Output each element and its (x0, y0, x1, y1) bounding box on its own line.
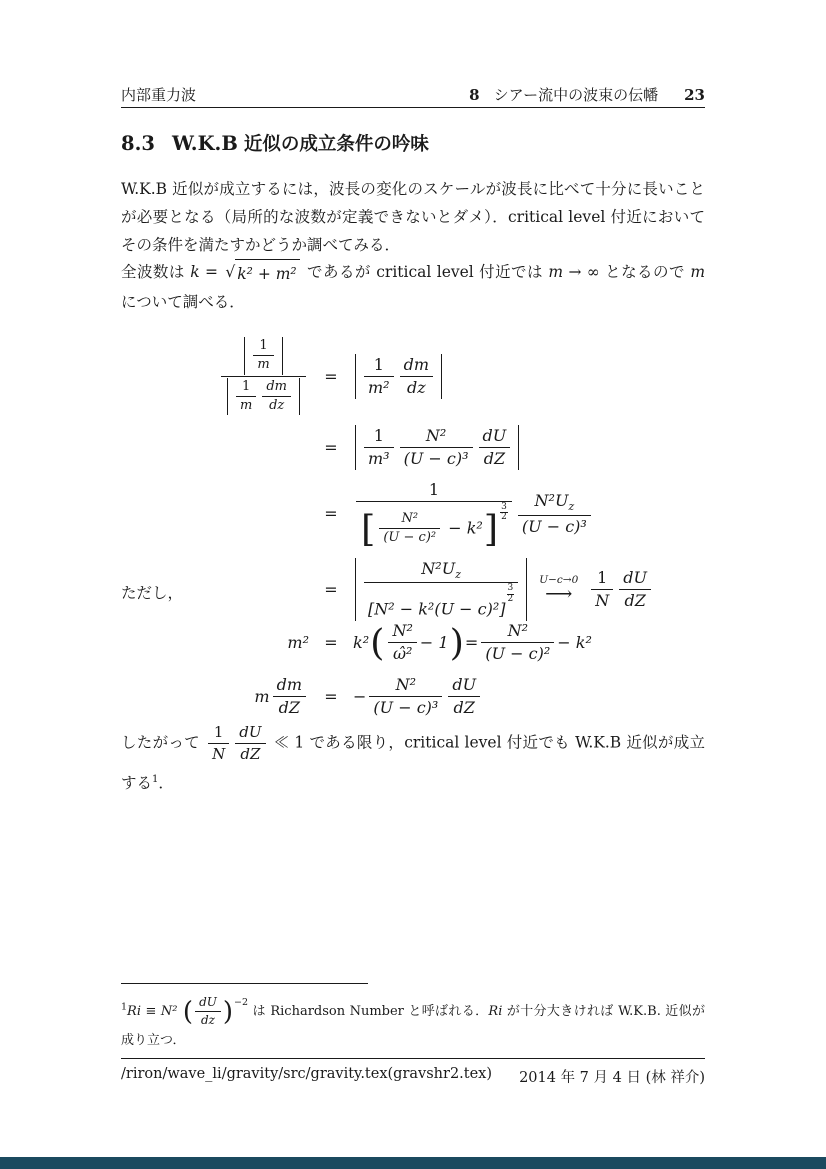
token: dZ (479, 447, 511, 470)
token: dz (262, 396, 291, 415)
page-footer (121, 1066, 705, 1087)
token: 2 (507, 593, 514, 604)
eq1-line-3 (121, 479, 705, 549)
token: dU (452, 675, 477, 694)
p2-text-4: について調べる． (121, 292, 245, 311)
token: − k² (557, 633, 592, 652)
token: dz (400, 376, 433, 399)
eq1-line-4 (121, 558, 705, 621)
token: − 1 (419, 633, 449, 652)
token: N (208, 743, 229, 765)
token: dU (199, 995, 217, 1009)
section-title-jp: 近似の成立条件の吟味 (243, 134, 429, 155)
equation-block-1 (121, 336, 705, 630)
limit-arrow (539, 575, 578, 604)
abs-group (355, 558, 527, 621)
token: dm (266, 378, 287, 394)
p2-limit: m → ∞ (548, 263, 600, 281)
token: N (591, 589, 613, 612)
footer-rule (121, 1058, 705, 1059)
sqrt-expression (225, 259, 299, 288)
eq1-line-2 (121, 425, 705, 470)
second-fraction (518, 490, 591, 538)
footnote-marker-ref: 1 (152, 773, 159, 785)
arrow-glyph: ⟶ (545, 582, 573, 605)
token: dz (195, 1011, 221, 1029)
main-fraction (356, 479, 512, 549)
radical-sign: √ (225, 262, 236, 281)
token: 1 (373, 354, 384, 374)
equals-sign: = (324, 366, 338, 386)
footnote-text-1: は Richardson Number と呼ばれる． (248, 1004, 489, 1019)
token: 1 (213, 723, 224, 741)
token: m³ (364, 447, 394, 470)
equals-sign: = (464, 633, 479, 652)
subscript-z: z (568, 500, 575, 514)
header-page-number: 23 (684, 86, 705, 104)
radicand: k² + m² (235, 259, 299, 288)
header-right (469, 84, 705, 105)
token: dZ (448, 696, 480, 719)
token: N²U (421, 558, 456, 578)
p2-var-k: k (190, 263, 200, 281)
token: N² (507, 621, 528, 640)
bottom-bar (0, 1157, 826, 1169)
token: N² (401, 511, 419, 527)
token: 2 (501, 512, 507, 523)
token: (U − c)³ (518, 515, 591, 538)
eq1-rhs-2 (353, 425, 521, 470)
token: Ri (488, 1004, 503, 1019)
paragraph-2 (121, 258, 705, 316)
token: (U − c)² (379, 528, 440, 547)
p2-text-3: となるので (599, 263, 691, 281)
p2-var-m: m (690, 263, 706, 281)
token: Ri (127, 1004, 141, 1019)
eq1-line-1 (121, 336, 705, 416)
token: dU (239, 723, 262, 741)
minus-sign: − (353, 687, 367, 706)
token: (U − c)³ (369, 696, 442, 719)
p2-text-2: であるが critical level 付近では (301, 263, 549, 281)
equals-sign: = (324, 687, 338, 706)
token: dU (482, 426, 507, 445)
exponent: −2 (234, 997, 249, 1008)
inline-fraction (208, 722, 229, 765)
token: [N² − k²(U − c)²] (368, 599, 506, 619)
token: m² (364, 376, 394, 399)
right-paren: ) (222, 996, 234, 1027)
token: N²U (534, 490, 569, 510)
header-doc-title: 内部重力波 (121, 86, 197, 104)
equals-sign: = (324, 633, 338, 652)
token: N² (392, 621, 413, 640)
p2-text-1: 全波数は (121, 263, 191, 281)
token: 1 (373, 426, 384, 445)
eq2-lhs-1: m² (287, 633, 309, 652)
token: 3 (501, 502, 507, 512)
token: m (254, 687, 270, 706)
p3-text-2: である限り，critical level 付近でも W.K.B 近似が成立する (121, 733, 705, 792)
equals-sign: = (324, 438, 338, 457)
eq1-lhs (121, 336, 309, 416)
p3-relation: ≪ 1 (268, 733, 310, 752)
right-bracket: ] (483, 506, 499, 550)
eq2-rhs-1: k² ( $\frac{\text{N²}}{\text{ω̂²}}$ − 1 ) = $\frac{\text{N²}}{\text{(U − c)²}}$ − k² (353, 620, 592, 664)
equals-sign: = (324, 579, 338, 599)
equation-block-2 (121, 620, 705, 728)
token: N² (160, 1004, 178, 1019)
token: 1 (242, 378, 251, 394)
token: (U − c)³ (400, 447, 473, 470)
paragraph-1: W.K.B 近似が成立するには，波長の変化のスケールが波長に比べて十分に長いことが必要となる（局所的な波数が定義できないとダメ）．critical level 付近においてその条件を満たすかどうか調べてみる． (121, 180, 705, 254)
header-rule (121, 107, 705, 108)
section-title-latin: W.K.B (171, 132, 238, 155)
left-bracket: [ (361, 506, 376, 550)
p3-text-1: したがって (121, 733, 200, 752)
token: dU (623, 567, 647, 587)
tadashi-text: ただし， (121, 583, 184, 602)
limit-label: U−c→0 (539, 574, 579, 587)
header-section-title: シアー流中の波束の伝幡 (493, 86, 659, 104)
section-heading (121, 130, 705, 156)
eq2-line-1 (121, 620, 705, 665)
p3-text-3: ． (158, 773, 174, 792)
equals-sign: = (324, 504, 338, 524)
footer-file-path: /riron/wave_li/gravity/src/gravity.tex(gravshr2.tex) (121, 1066, 493, 1082)
token: 3 (507, 583, 514, 594)
running-header (121, 84, 705, 105)
token: dZ (273, 696, 306, 719)
inline-fraction (235, 722, 265, 765)
token: k² (353, 633, 370, 652)
token: ω̂² (388, 642, 416, 665)
token: N² (395, 675, 417, 694)
left-paren: ( (182, 996, 194, 1027)
footnote-marker: 1 (121, 1001, 128, 1013)
eq2-line-2 (121, 674, 705, 719)
token: 1 (259, 338, 268, 353)
inline-fraction (195, 994, 221, 1029)
eq1-rhs-3 (353, 479, 594, 549)
token: dm (276, 675, 302, 694)
footnote-rule (121, 983, 368, 984)
eq1-rhs-1 (353, 354, 444, 399)
token: N² (425, 426, 447, 445)
token: m (253, 355, 273, 374)
token: dm (403, 354, 430, 374)
token: dZ (235, 743, 265, 765)
footnote (121, 991, 705, 1052)
token: (U − c)² (481, 642, 554, 665)
header-section-number: 8 (469, 86, 480, 104)
token: 1 (597, 567, 608, 587)
eq2-rhs-2 (353, 674, 483, 719)
paragraph-3 (121, 722, 705, 798)
p2-equals: = (199, 263, 224, 281)
token: ≡ (141, 1004, 161, 1019)
token: 1 (428, 480, 440, 499)
footer-date-author: 2014 年 7 月 4 日 (林 祥介) (519, 1070, 705, 1086)
token: − k² (443, 518, 483, 538)
eq1-lhs-fraction (221, 336, 306, 416)
subscript-z: z (455, 567, 461, 581)
section-number: 8.3 (121, 132, 155, 155)
eq1-rhs-4 (353, 558, 654, 621)
token: dZ (619, 589, 651, 612)
token: m (236, 396, 256, 415)
abs-group (355, 354, 442, 399)
footnote-text-2: が十分大きければ W.K.B. 近似が成り立つ． (121, 1004, 705, 1048)
abs-group (355, 425, 519, 470)
